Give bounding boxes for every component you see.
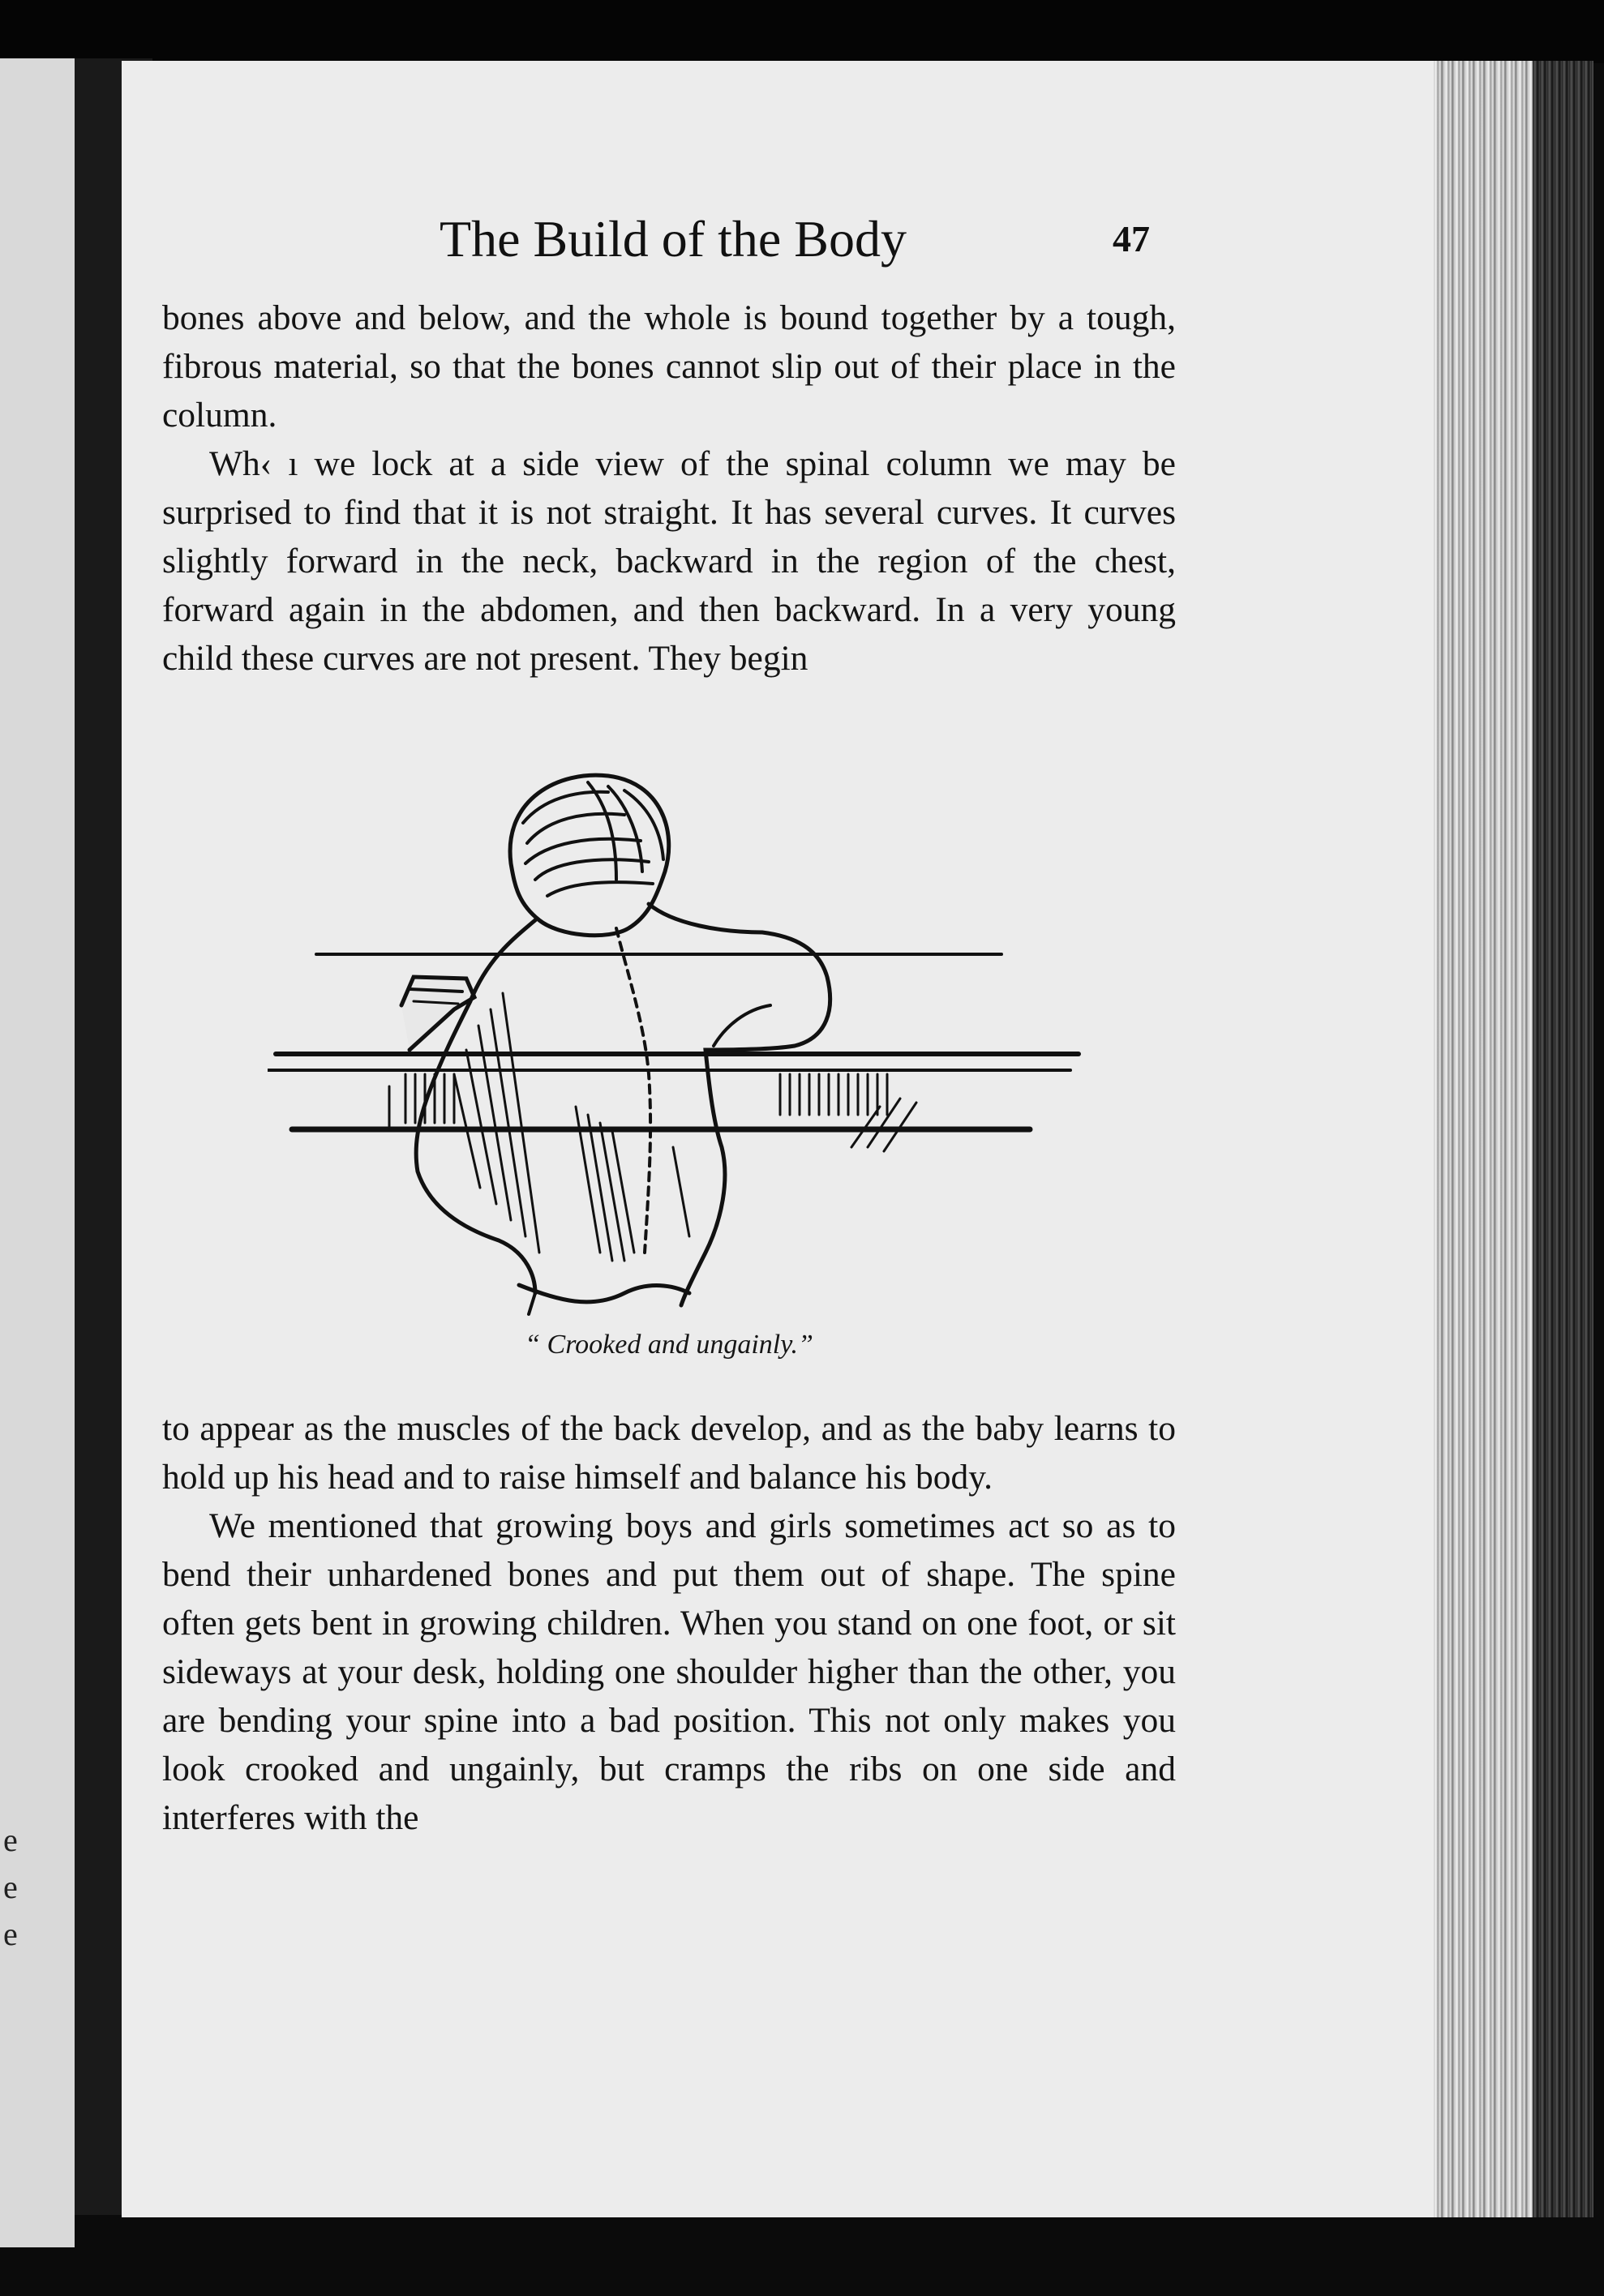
paragraph: Wh‹ ı we lock at a side view of the spinal column we may be surprised to find that it is not straight. It has several curves. It curves slightly forward in the neck, backward in the region of the chest, forward again in the abdomen, and then backward. In a very young child these curves are not present. They begin [162, 444, 1176, 678]
paragraph: bones above and below, and the whole is bound together by a tough, fibrous material, so that the bones cannot slip out of their place in the column. [162, 298, 1176, 435]
boy-at-desk-illustration [268, 766, 1087, 1317]
running-head-title: The Build of the Body [440, 210, 907, 268]
facing-page-letter: e [3, 1822, 18, 1858]
page-number: 47 [1113, 218, 1150, 259]
body-text-top [162, 293, 1176, 683]
body-text-bottom [162, 1404, 1176, 1842]
figure-caption: “ Crooked and ungainly.” [525, 1330, 813, 1360]
facing-page-letter: e [3, 1916, 18, 1952]
facing-page-letter: e [3, 1869, 18, 1905]
scan-top-border [0, 0, 1604, 63]
facing-page-edge [0, 58, 75, 2247]
book-cover-edge [1533, 61, 1593, 2217]
paragraph: We mentioned that growing boys and girls sometimes act so as to bend their unhardened bones and put them out of shape. The spine often gets bent in growing children. When you stand on one foot, or sit sideways at your desk, holding one shoulder higher than the other, you are bending your spine into a bad position. This not only makes you look crooked and ungainly, but cramps the ribs on one side and interferes with the [162, 1506, 1176, 1837]
paragraph: to appear as the muscles of the back develop, and as the baby learns to hold up his head and to raise himself and balance his body. [162, 1409, 1176, 1497]
